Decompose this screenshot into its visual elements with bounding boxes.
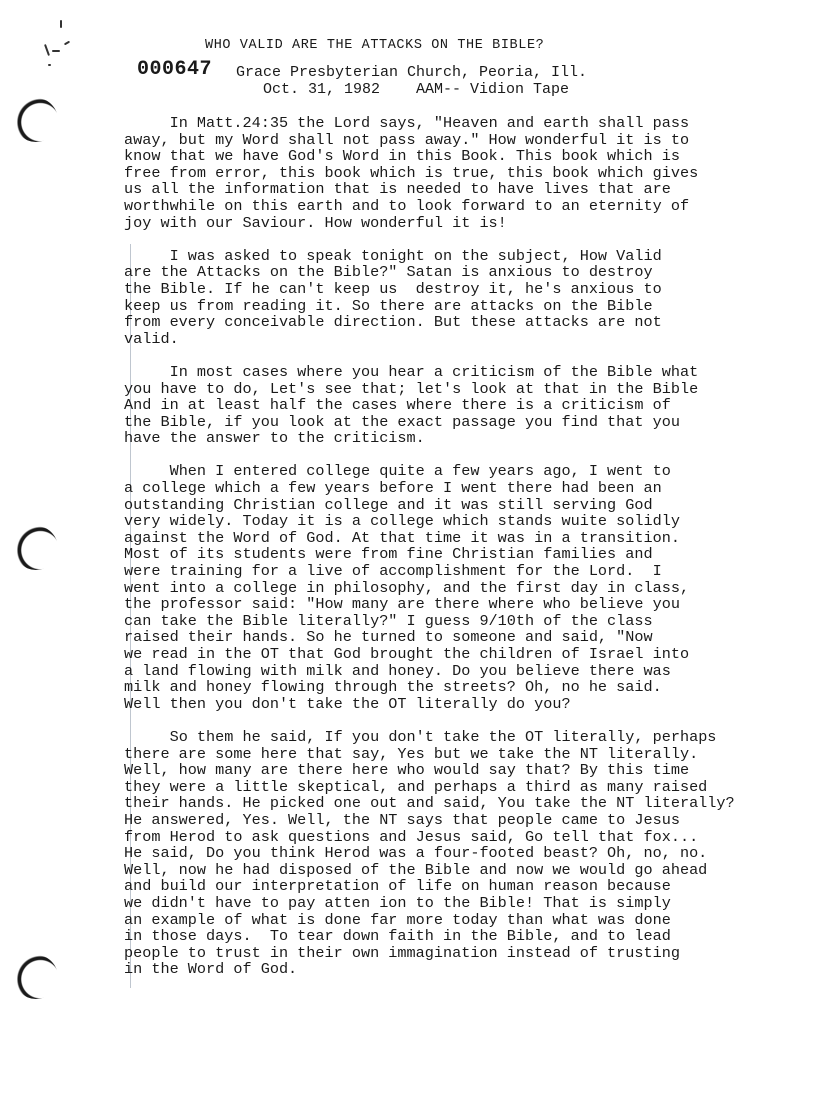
paragraph: When I entered college quite a few years ago, I went to a college which a few years before I went there had been an outstanding Christian college and it was still serving God very widely. Today it is a college which stands wuite solidly against the Word of God. At that time it was in a transition. Most of its students were from fine Christian families and were training for a live of accomplishment for the Lord. I went into a college in philosophy, and the first day in class, the professor said: "How many are there where who believe you can take the Bible literally?" I guess 9/10th of the class raised their hands. So he turned to someone and said, "Now we read in the OT that God brought the children of Israel into a land flowing with milk and honey. Do you believe there was milk and honey flowing through the streets? Oh, no he said. Well then you don't take the OT literally do you? xyxy=(124,462,690,713)
paragraph: In most cases where you hear a criticism of the Bible what you have to do, Let's see that; let's look at that in the Bible And in at least half the cases where there is a criticism of the Bible, if you look at the exact passage you find that you have the answer to the criticism. xyxy=(124,362,699,448)
document-title: WHO VALID ARE THE ATTACKS ON THE BIBLE? xyxy=(205,38,545,53)
document-body xyxy=(124,115,824,994)
paragraph: In Matt.24:35 the Lord says, "Heaven and earth shall pass away, but my Word shall not pass away." How wonderful it is to know that we have God's Word in this Book. This book which is free from error, this book which is true, this book which gives us all the information that is needed to have lives that are worthwhile on this earth and to look forward to an eternity of joy with our Saviour. How wonderful it is! xyxy=(124,114,699,232)
document-number: 000647 xyxy=(137,58,213,81)
pen-mark-icon xyxy=(38,20,78,70)
binder-hole-icon xyxy=(14,955,58,999)
church-line: Grace Presbyterian Church, Peoria, Ill. xyxy=(236,64,588,81)
date-line: Oct. 31, 1982 AAM-- Vidion Tape xyxy=(263,81,570,98)
paragraph: I was asked to speak tonight on the subject, How Valid are the Attacks on the Bible?" Satan is anxious to destroy the Bible. If he can't keep us destroy it, he's anxious to keep us from reading it. So there are attacks on the Bible from every conceivable direction. But these attacks are not valid. xyxy=(124,246,662,348)
binder-hole-icon xyxy=(14,526,58,570)
binder-hole-icon xyxy=(14,98,58,142)
paragraph: So them he said, If you don't take the OT literally, perhaps there are some here that say, Yes but we take the NT literally. Well, how many are there here who would say that? By this time they were a little skeptical, and perhaps a third as many raised their hands. He picked one out and said, You take the NT literally? He answered, Yes. Well, the NT says that people came to Jesus from Herod to ask questions and Jesus said, Go tell that fox... He said, Do you think Herod was a four-footed beast? Oh, no, no. Well, now he had disposed of the Bible and now we would go ahead and build our interpretation of life on human reason because we didn't have to pay atten ion to the Bible! That is simply an example of what is done far more today than what was done in those days. To tear down faith in the Bible, and to lead people to trust in their own immagination instead of trusting in the Word of God. xyxy=(124,727,735,979)
